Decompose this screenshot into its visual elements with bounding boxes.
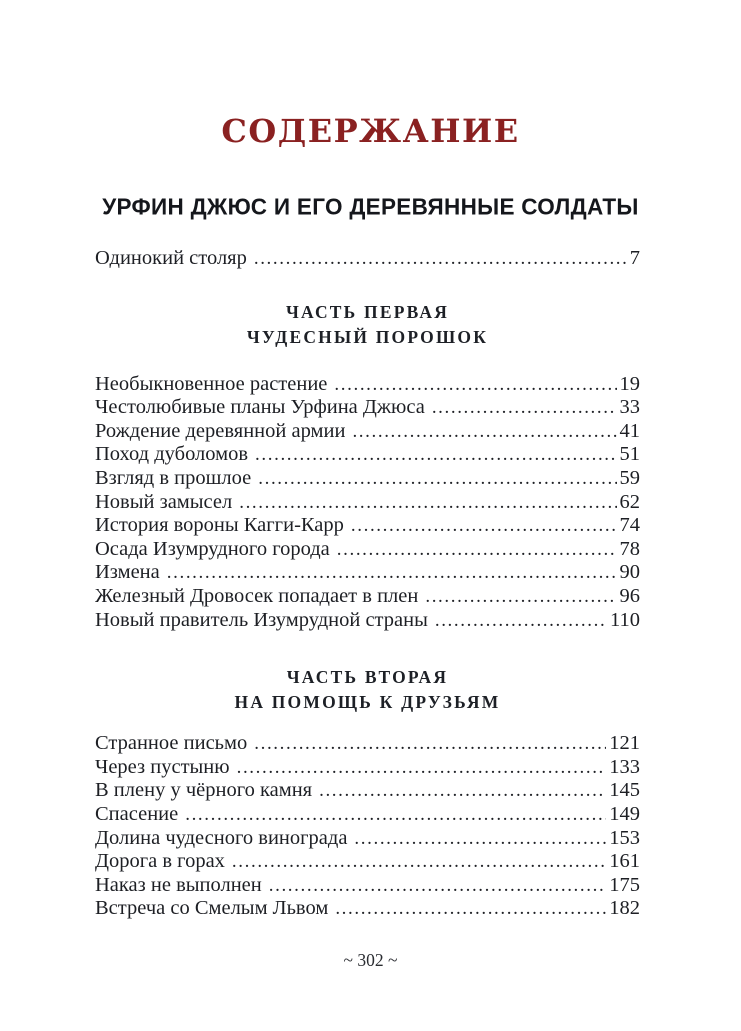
dot-leader xyxy=(258,467,616,491)
toc-entry-row xyxy=(95,420,640,444)
page-title: СОДЕРЖАНИЕ xyxy=(221,112,520,150)
part-label: ЧАСТЬ ВТОРАЯ xyxy=(286,667,449,688)
dot-leader xyxy=(435,609,607,633)
dot-leader xyxy=(237,756,607,780)
dot-leader xyxy=(185,803,606,827)
dot-leader xyxy=(352,420,616,444)
entry-page-number: 182 xyxy=(609,897,640,920)
entry-title: Поход дуболомов xyxy=(95,443,249,466)
footer-page-number: ~ 302 ~ xyxy=(343,950,398,970)
entry-title: Странное письмо xyxy=(95,732,248,755)
part-entries xyxy=(95,373,640,633)
entry-page-number: 62 xyxy=(619,490,640,513)
dot-leader xyxy=(432,396,617,420)
entry-page-number: 7 xyxy=(629,247,640,269)
entry-page-number: 90 xyxy=(619,561,640,584)
entry-title: Железный Дровосек попадает в плен xyxy=(95,584,419,607)
entry-page-number: 153 xyxy=(609,826,640,849)
entry-title: Рождение деревянной армии xyxy=(95,419,346,442)
dot-leader xyxy=(351,514,617,538)
entry-title: Новый замысел xyxy=(95,490,233,513)
entry-page-number: 133 xyxy=(609,755,640,778)
toc-entry-row xyxy=(95,491,640,515)
entry-title: История вороны Кагги-Карр xyxy=(95,514,344,537)
entry-page-number: 41 xyxy=(619,419,640,442)
entry-page-number: 145 xyxy=(609,779,640,802)
entry-page-number: 121 xyxy=(609,732,640,755)
toc-entry-row xyxy=(95,247,640,271)
dot-leader xyxy=(269,874,607,898)
entry-title: Долина чудесного винограда xyxy=(95,826,348,849)
entry-title: Новый правитель Изумрудной страны xyxy=(95,608,428,631)
toc-entry-row xyxy=(95,396,640,420)
toc-entry-row xyxy=(95,538,640,562)
dot-leader xyxy=(335,897,606,921)
toc-part-2 xyxy=(95,665,640,921)
entry-page-number: 149 xyxy=(609,802,640,825)
entry-title: Необыкновенное растение xyxy=(95,372,328,395)
entry-page-number: 175 xyxy=(609,873,640,896)
entry-page-number: 96 xyxy=(619,584,640,607)
toc-entry-row xyxy=(95,827,640,851)
entry-title: В плену у чёрного камня xyxy=(95,779,313,802)
toc-entry-row xyxy=(95,467,640,491)
dot-leader xyxy=(354,827,606,851)
dot-leader xyxy=(167,561,617,585)
dot-leader xyxy=(239,491,616,515)
toc-entry-row xyxy=(95,561,640,585)
part-entries xyxy=(95,732,640,921)
entry-title: Наказ не выполнен xyxy=(95,873,262,896)
entry-page-number: 19 xyxy=(619,372,640,395)
toc-entry-row xyxy=(95,779,640,803)
dot-leader xyxy=(337,538,617,562)
toc-entry-row xyxy=(95,514,640,538)
toc-part-1 xyxy=(95,300,640,633)
toc-entry-row xyxy=(95,732,640,756)
entry-title: Осада Изумрудного города xyxy=(95,537,330,560)
entry-title: Через пустыню xyxy=(95,755,230,778)
dot-leader xyxy=(255,443,616,467)
entry-title: Спасение xyxy=(95,802,179,825)
dot-leader xyxy=(425,585,616,609)
dot-leader xyxy=(232,850,606,874)
entry-title: Встреча со Смелым Львом xyxy=(95,897,329,920)
part-title: НА ПОМОЩЬ К ДРУЗЬЯМ xyxy=(234,692,501,713)
part-title: ЧУДЕСНЫЙ ПОРОШОК xyxy=(246,326,489,347)
part-header xyxy=(95,300,640,350)
toc-entry-row xyxy=(95,443,640,467)
entry-title: Одинокий столяр xyxy=(95,247,247,269)
toc-column xyxy=(95,247,640,921)
toc-entry-row xyxy=(95,585,640,609)
toc-entry-row xyxy=(95,803,640,827)
book-title: УРФИН ДЖЮС И ЕГО ДЕРЕВЯННЫЕ СОЛДАТЫ xyxy=(102,193,639,220)
toc-entry-row xyxy=(95,850,640,874)
entry-page-number: 161 xyxy=(609,850,640,873)
entry-title: Дорога в горах xyxy=(95,850,225,873)
dot-leader xyxy=(254,732,606,756)
part-header xyxy=(95,665,640,715)
toc-entry-row xyxy=(95,897,640,921)
dot-leader xyxy=(254,247,627,271)
dot-leader xyxy=(319,779,606,803)
entry-page-number: 59 xyxy=(619,466,640,489)
entry-page-number: 74 xyxy=(619,514,640,537)
entry-page-number: 51 xyxy=(619,443,640,466)
toc-entry-row xyxy=(95,373,640,397)
part-label: ЧАСТЬ ПЕРВАЯ xyxy=(285,301,450,322)
entry-page-number: 110 xyxy=(610,608,640,631)
entry-page-number: 78 xyxy=(619,537,640,560)
toc-entry-row xyxy=(95,874,640,898)
entry-page-number: 33 xyxy=(619,396,640,419)
dot-leader xyxy=(334,373,616,397)
entry-title: Честолюбивые планы Урфина Джюса xyxy=(95,396,425,419)
entry-title: Измена xyxy=(95,561,160,584)
toc-entry-row xyxy=(95,756,640,780)
entry-title: Взгляд в прошлое xyxy=(95,466,252,489)
toc-entry-row xyxy=(95,609,640,633)
